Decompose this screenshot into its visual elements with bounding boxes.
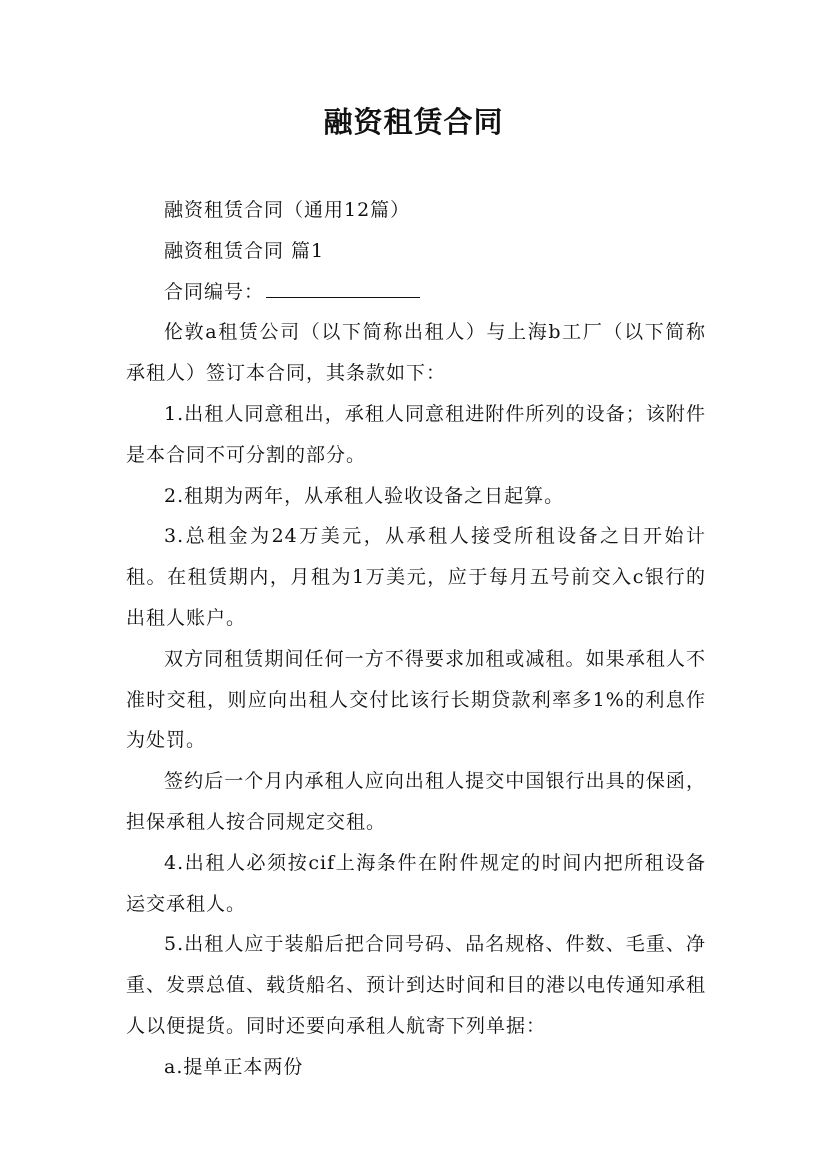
document-body: [126, 190, 706, 1088]
paragraph-parties: 伦敦a租赁公司（以下简称出租人）与上海b工厂（以下简称承租人）签订本合同，其条款如下：: [126, 321, 706, 385]
paragraph-clause-5: 5.出租人应于装船后把合同号码、品名规格、件数、毛重、净重、发票总值、载货船名、预计到达时间和目的港以电传通知承租人以便提货。同时还要向承租人航寄下列单据：: [126, 933, 707, 1037]
paragraph-guarantee: 签约后一个月内承租人应向出租人提交中国银行出具的保函，担保承租人按合同规定交租。: [126, 770, 706, 833]
document-subtitle: 融资租赁合同（通用12篇）: [164, 199, 411, 221]
paragraph-clause-4: 4.出租人必须按cif上海条件在附件规定的时间内把所租设备运交承租人。: [126, 851, 706, 915]
section-heading: 融资租赁合同 篇1: [164, 239, 325, 262]
paragraph-item-a: a.提单正本两份: [164, 1055, 304, 1078]
paragraph-rent-adjustment: 双方同租赁期间任何一方不得要求加租或减租。如果承租人不准时交租，则应向出租人交付比该行长期贷款利率多1%的利息作为处罚。: [126, 647, 706, 752]
paragraph-clause-1: 1.出租人同意租出，承租人同意租进附件所列的设备；该附件是本合同不可分割的部分。: [126, 402, 706, 466]
contract-number-blank: [266, 276, 420, 298]
contract-number-row: [126, 272, 706, 313]
paragraph-clause-3: 3.总租金为24万美元，从承租人接受所租设备之日开始计租。在租赁期内，月租为1万美元，应于每月五号前交入c银行的出租人账户。: [126, 525, 706, 629]
document-title: 融资租赁合同: [323, 105, 504, 139]
paragraph-clause-2: 2.租期为两年，从承租人验收设备之日起算。: [164, 484, 565, 507]
contract-number-label: 合同编号：: [164, 280, 265, 303]
